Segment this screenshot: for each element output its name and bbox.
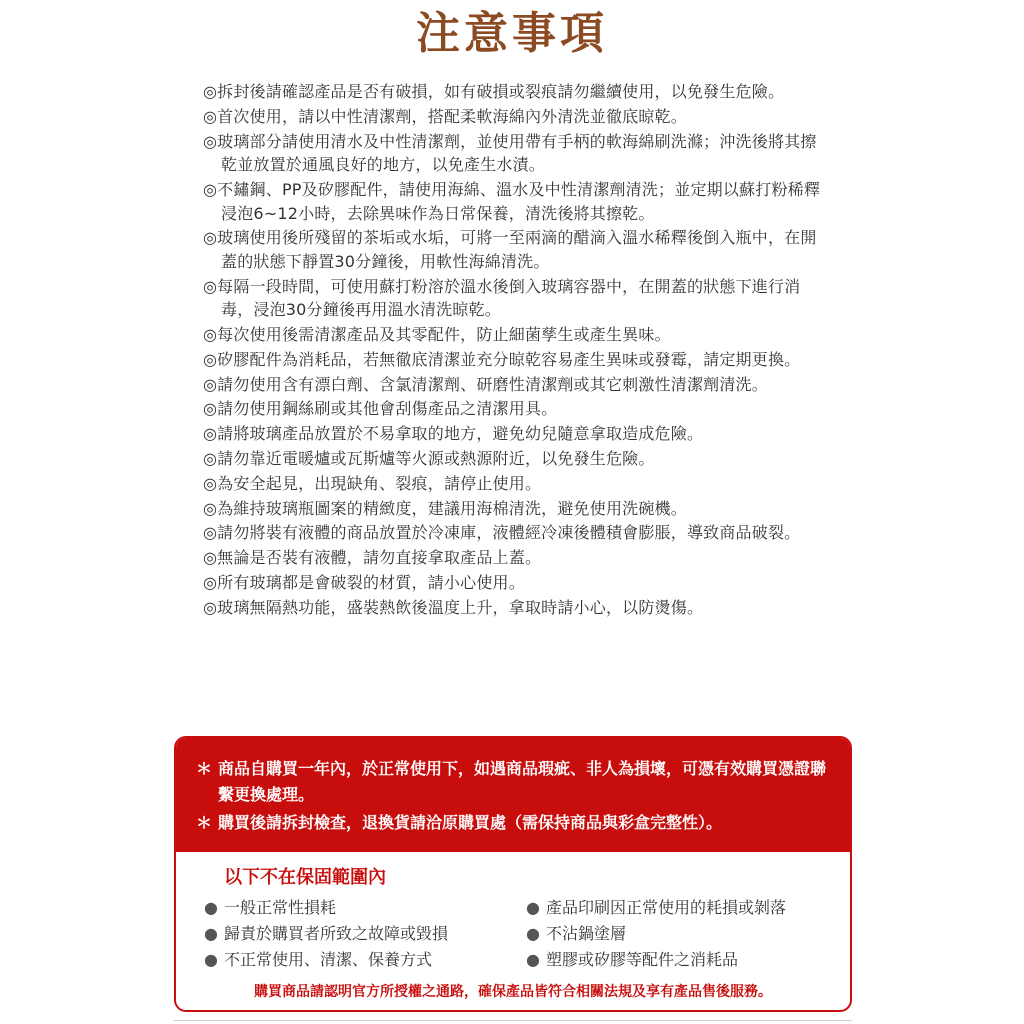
exclusion-text: 不正常使用、清潔、保養方式 xyxy=(224,950,433,969)
note-item: ◎不鏽鋼、PP及矽膠配件，請使用海綿、溫水及中性清潔劑清洗；並定期以蘇打粉稀釋浸泡6~12小時，去除異味作為日常保養，清洗後將其擦乾。 xyxy=(203,179,821,223)
warranty-line xyxy=(196,810,830,836)
asterisk-icon: ＊ xyxy=(196,759,213,778)
exclusion-text: 產品印刷因正常使用的耗損或剝落 xyxy=(546,898,787,917)
exclusion-item xyxy=(204,896,448,920)
exclusion-text: 一般正常性損耗 xyxy=(224,898,337,917)
note-item: ◎無論是否裝有液體，請勿直接拿取產品上蓋。 xyxy=(203,548,542,568)
note-item: ◎為維持玻璃瓶圖案的精緻度，建議用海棉清洗，避免使用洗碗機。 xyxy=(203,498,687,518)
exclusion-item xyxy=(526,896,786,920)
bullet-icon: ● xyxy=(526,898,540,917)
bullet-icon: ● xyxy=(204,950,218,969)
bullet-icon: ● xyxy=(204,898,218,917)
note-item: ◎玻璃使用後所殘留的茶垢或水垢，可將一至兩滴的醋滴入溫水稀釋後倒入瓶中，在開蓋的狀態下靜置30分鐘後，用軟性海綿清洗。 xyxy=(203,228,817,271)
exclusion-item xyxy=(526,922,786,946)
footer-note: 購買商品請認明官方所授權之通路，確保產品皆符合相關法規及享有產品售後服務。 xyxy=(254,984,772,1000)
bullet-icon: ● xyxy=(204,924,218,943)
note-item: ◎為安全起見，出現缺角、裂痕，請停止使用。 xyxy=(203,473,542,493)
exclusion-item xyxy=(204,948,448,972)
bullet-icon: ● xyxy=(526,950,540,969)
note-item: ◎所有玻璃都是會破裂的材質，請小心使用。 xyxy=(203,572,525,592)
note-item: ◎拆封後請確認產品是否有破損，如有破損或裂痕請勿繼續使用，以免發生危險。 xyxy=(203,82,785,101)
warranty-line xyxy=(196,756,830,808)
exclusion-item xyxy=(526,948,786,972)
note-item: ◎請勿使用含有漂白劑、含氯清潔劑、研磨性清潔劑或其它刺激性清潔劑清洗。 xyxy=(203,374,768,394)
exclusion-text: 塑膠或矽膠等配件之消耗品 xyxy=(546,950,739,969)
asterisk-icon: ＊ xyxy=(196,813,213,832)
exclusions-list-right xyxy=(526,896,786,974)
exclusions-list-left xyxy=(204,896,448,974)
warranty-line-text: 商品自購買一年內，於正常使用下，如遇商品瑕疵、非人為損壞，可憑有效購買憑證聯繫更換處理。 xyxy=(218,759,827,804)
exclusion-text: 不沾鍋塗層 xyxy=(546,924,627,943)
bullet-icon: ● xyxy=(526,924,540,943)
note-item: ◎首次使用，請以中性清潔劑，搭配柔軟海綿內外清洗並徹底晾乾。 xyxy=(203,106,687,126)
note-item: ◎矽膠配件為消耗品，若無徹底清潔並充分晾乾容易產生異味或發霉，請定期更換。 xyxy=(203,349,801,369)
exclusion-text: 歸責於購買者所致之故障或毀損 xyxy=(224,924,449,943)
note-item: ◎玻璃無隔熱功能，盛裝熱飲後溫度上升，拿取時請小心，以防燙傷。 xyxy=(203,597,704,617)
note-item: ◎每隔一段時間，可使用蘇打粉溶於溫水後倒入玻璃容器中，在開蓋的狀態下進行消毒，浸泡30分鐘後再用溫水清洗晾乾。 xyxy=(203,276,801,320)
note-item: ◎玻璃部分請使用清水及中性清潔劑，並使用帶有手柄的軟海綿刷洗滌；沖洗後將其擦乾並放置於通風良好的地方，以免產生水漬。 xyxy=(203,131,817,175)
warranty-banner xyxy=(176,738,850,852)
note-item: ◎每次使用後需清潔產品及其零配件，防止細菌孳生或產生異味。 xyxy=(203,325,671,345)
bottom-divider xyxy=(174,1020,852,1021)
note-item: ◎請將玻璃產品放置於不易拿取的地方，避免幼兒隨意拿取造成危險。 xyxy=(203,424,704,444)
note-item: ◎請勿靠近電暖爐或瓦斯爐等火源或熱源附近，以免發生危險。 xyxy=(203,448,655,468)
exclusions-title: 以下不在保固範圍內 xyxy=(224,867,386,888)
note-item: ◎請勿使用鋼絲刷或其他會刮傷產品之清潔用具。 xyxy=(203,399,558,419)
warranty-box xyxy=(174,736,852,1012)
note-item: ◎請勿將裝有液體的商品放置於冷凍庫，液體經冷凍後體積會膨脹，導致商品破裂。 xyxy=(203,523,801,543)
page-title: 注意事項 xyxy=(416,8,608,59)
exclusion-item xyxy=(204,922,448,946)
notes-list xyxy=(203,80,828,620)
warranty-line-text: 購買後請拆封檢查，退換貨請洽原購買處（需保持商品與彩盒完整性）。 xyxy=(218,813,723,832)
